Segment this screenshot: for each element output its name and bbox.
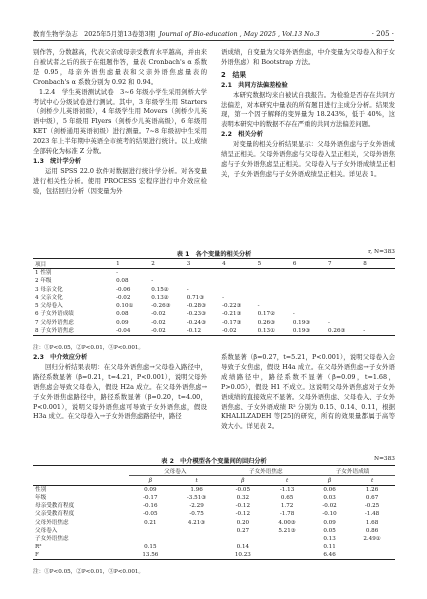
row-label: F	[35, 552, 39, 559]
table-cell	[185, 269, 220, 278]
table2-row	[33, 519, 395, 527]
table-cell: -0.05	[235, 487, 251, 493]
row-label: 母亲受教育程度	[35, 503, 75, 510]
table-cell	[361, 310, 395, 318]
table-cell: -0.05	[143, 511, 158, 518]
table-cell: 0.05	[323, 527, 336, 534]
table-cell: -2.29	[189, 503, 204, 510]
table-cell	[326, 269, 361, 278]
table1-header: 4	[222, 260, 226, 267]
table-cell: -0.23③	[186, 311, 207, 318]
table-cell: 1.72	[280, 503, 294, 510]
table-cell: 0.11	[323, 544, 336, 551]
table2-group-header: 子女外语成绩	[310, 466, 395, 476]
row-label: 1 性别	[35, 270, 52, 276]
table2-group-row	[33, 466, 395, 476]
table-cell: 0.09	[323, 519, 336, 526]
table-cell: -	[222, 294, 225, 301]
table-cell: -0.06	[116, 286, 131, 293]
table-cell: 0.26③	[257, 319, 276, 326]
right-column-lower	[221, 353, 395, 432]
header-rule	[33, 40, 394, 41]
table1-title: 表 1 各个变量的相关分析	[176, 251, 252, 258]
table-cell: 0.15	[144, 544, 157, 551]
table-cell: 0.15②	[151, 286, 169, 293]
table-cell	[256, 294, 291, 302]
table-cell: 10.23	[234, 552, 251, 559]
table-cell	[326, 277, 361, 285]
table2-row	[33, 551, 395, 560]
table1-row	[33, 302, 395, 310]
table-cell: -0.24③	[186, 319, 207, 326]
table-cell	[256, 277, 291, 285]
table-cell	[291, 286, 326, 294]
table1-header: 3	[186, 260, 191, 267]
table2-group-header: 子女外语焦虑	[222, 466, 310, 476]
table-cell	[361, 319, 395, 327]
table-cell	[361, 286, 395, 294]
table-cell	[129, 535, 172, 543]
table1-header: 1	[116, 260, 120, 267]
table-cell: 4.00③	[278, 519, 296, 526]
table-cell: 0.08	[116, 278, 129, 285]
table-cell	[361, 269, 395, 278]
table2-row	[33, 510, 395, 518]
table-cell: 0.13①	[257, 328, 276, 335]
table-cell: -0.02	[151, 311, 166, 318]
table-cell: -0.02	[151, 319, 166, 326]
row-label: 父母卷入	[35, 527, 58, 534]
table-cell	[291, 269, 326, 278]
table-cell	[361, 302, 395, 310]
table-cell	[361, 277, 395, 285]
table-cell	[256, 286, 291, 294]
table1-row	[33, 294, 395, 302]
row-label: 子女外语焦虑	[35, 535, 69, 542]
table-cell: 0.71③	[186, 294, 205, 301]
table2-note: 注：①P<0.05，②P<0.01，③P<0.001。	[33, 569, 145, 575]
table-cell: -0.02	[222, 328, 237, 335]
table-cell: 1.68	[365, 519, 379, 526]
table2-row	[33, 543, 395, 551]
table-cell: 0.32	[236, 495, 250, 502]
table-cell	[326, 302, 361, 310]
table-cell: 0.19③	[292, 319, 311, 326]
table-cell: 0.21	[144, 519, 157, 526]
table1-row	[33, 327, 395, 336]
table-cell	[264, 543, 310, 551]
table-cell	[172, 551, 222, 560]
table1-header-row	[33, 259, 395, 269]
row-label: R²	[35, 544, 42, 551]
table-cell: -0.12	[235, 511, 251, 518]
table-cell: -0.17	[143, 495, 158, 502]
row-label: 年级	[35, 495, 47, 502]
table-cell	[149, 269, 184, 278]
table-cell	[185, 277, 220, 285]
table-cell: -0.21③	[222, 311, 242, 318]
table-cell: 0.86	[365, 527, 379, 534]
table-cell: -0.12	[186, 328, 202, 335]
table-cell: 13.56	[142, 552, 159, 559]
table-cell: 0.09	[116, 319, 129, 326]
table1-header: 7	[328, 260, 332, 267]
row-label: 性别	[35, 487, 47, 493]
page-number: · 205 ·	[371, 30, 394, 38]
table-cell	[220, 286, 255, 294]
section-heading: 2 结果	[221, 70, 247, 79]
table-cell: -0.75	[189, 511, 204, 518]
table-cell: -0.02	[151, 328, 166, 335]
table-cell: -0.02	[322, 503, 337, 510]
table1-note: 注：①P<0.05，②P<0.01，③P<0.001。	[33, 345, 145, 351]
table-cell	[172, 527, 222, 535]
table-cell: -0.10	[322, 511, 337, 518]
table-cell	[361, 294, 395, 302]
table1-header: 6	[292, 260, 297, 267]
table-cell: 0.19③	[292, 328, 311, 335]
table-cell: -1.78	[279, 511, 295, 518]
table1-row	[33, 310, 395, 318]
row-label: 4 父亲文化	[35, 294, 63, 301]
body-paragraph: 语成绩，自变量为父母外语焦虑，中介变量为父母卷入和子女外语焦虑）和 Bootstrap 方法。	[221, 48, 395, 66]
table-cell: 0.67	[365, 495, 379, 502]
table1-row	[33, 269, 395, 278]
row-label: 父母外语焦虑	[35, 519, 69, 526]
table-cell	[264, 535, 310, 543]
table-cell	[326, 286, 361, 294]
body-paragraph: 运用 SPSS 22.0 软件对数据进行统计学分析。对各变量进行相关性分析。使用 PROCESS 宏程序进行中介效应检验，包括回归分析（因变量为外	[33, 166, 207, 195]
table-cell	[349, 543, 395, 551]
table-cell	[256, 269, 291, 278]
table-cell	[291, 302, 326, 310]
body-paragraph: 回归分析结果表明：在父母外语焦虑→父母卷入路径中，路径系数显著（β=0.21，t=4.21，P<0.001），说明父母外语焦虑会导致父母卷入，假设 H2a 成立。在父母外语焦虑→子女外语焦虑路径中，路径系数显著（β=0.20，t=4.00，P<0.001），说明父母外语焦虑可导致子女外语焦虑，假设 H3a 成立。在父母卷入→子女外语焦虑路径中，路径	[33, 362, 207, 421]
table-cell: -	[328, 319, 330, 326]
table2-row	[33, 486, 395, 495]
table-cell: -	[116, 270, 118, 276]
body-paragraph: 本研究数据均来自被试自我报告。为检验是否存在共同方法偏差，对本研究中量表的所有题目进行主成分分析。结果发现，第一个因子解释的变异量为 18.243%，低于 40%，这表明本研究中的数据不存在严重的共同方法偏差问题。	[221, 90, 395, 129]
table2-sub-header: t	[285, 477, 289, 484]
table2-sub-header: β	[327, 477, 332, 484]
table2	[33, 465, 395, 560]
section-heading: 2.3 中介效应分析	[33, 354, 88, 361]
table-cell	[264, 551, 310, 560]
table2-n: N=383	[374, 456, 395, 462]
table-cell: 0.20	[236, 519, 250, 526]
section-heading: 2.1 共同方法偏差检验	[221, 81, 288, 89]
table-cell: 0.26③	[328, 328, 346, 335]
table-cell	[326, 310, 361, 318]
table-cell: -0.17③	[222, 319, 242, 326]
journal-header	[33, 30, 320, 38]
table-cell: -0.26③	[151, 303, 171, 310]
left-column-lower	[33, 353, 207, 422]
table-cell: -1.48	[364, 511, 380, 518]
row-label: 5 父母卷入	[35, 303, 63, 310]
table-cell: -	[151, 278, 154, 285]
body-paragraph: 1.2.4 学生英语测试试卷 3~6 年级小学生采用剑桥大学考试中心分级试卷进行测试。其中，3 年级学生用 Starters（剑桥少儿英语初级），4 年级学生用 Movers（剑桥少儿英语中级），5 年级用 Flyers（剑桥少儿英语高级），6 年级用 KET（剑桥通用英语初级）进行测量。7~8 年级初中生采用 2023 年上半年期中英语全市统考的结果进行统计。以上成绩全部转化为标准 Z 分数。	[33, 87, 207, 156]
table2-row	[33, 494, 395, 502]
section-heading: 1.3 统计学分析	[33, 157, 82, 165]
table-cell: 0.08	[116, 311, 129, 318]
table1-header: 8	[363, 260, 367, 267]
table2-sub-header: t	[370, 477, 374, 484]
table1-row	[33, 277, 395, 285]
table-cell	[291, 277, 326, 285]
row-label: 8 子女外语焦虑	[35, 328, 74, 335]
table1	[33, 258, 395, 336]
table-cell: -0.28③	[186, 303, 207, 310]
table-cell	[222, 535, 265, 543]
table-cell: 1.96	[190, 487, 203, 493]
table-cell: 0.03	[323, 495, 336, 502]
table1-caption	[33, 249, 395, 258]
table-cell: -0.02	[116, 294, 131, 301]
table-cell: 1.26	[365, 487, 379, 493]
table2-row	[33, 527, 395, 535]
table-cell: 0.17②	[257, 311, 276, 318]
table2-title: 表 2 中介模型各个变量间的回归分析	[161, 458, 267, 465]
table-cell: 0.09	[144, 487, 157, 493]
table-cell: -0.16	[143, 503, 158, 510]
body-paragraph: 别作答，分数越高，代表父亲或母亲受教育水平越高，并由来自被试者之后的孩子在组题作答，量表 Cronbach's α 系数是 0.95，母亲外语焦虑量表和父亲外语焦虑量表的 Cronbach's α 系数分别为 0.92 和 0.94。	[33, 48, 207, 86]
table-cell	[172, 543, 222, 551]
table-cell	[326, 294, 361, 302]
table-cell	[220, 277, 255, 285]
journal-name-en: Journal of Bio-education , May 2025 , Vol.13 No.3	[159, 30, 320, 38]
table-cell: 0.06	[323, 487, 336, 493]
left-column	[33, 48, 207, 197]
table-cell: 0.13	[323, 535, 336, 542]
row-label: 2 年级	[35, 278, 52, 285]
table2-sub-row	[33, 476, 395, 486]
table-cell: -0.04	[116, 328, 131, 335]
table1-row	[33, 286, 395, 294]
table-cell: -0.25	[364, 503, 380, 510]
table-cell: -	[292, 311, 295, 318]
table-cell: 0.14	[236, 544, 250, 551]
table-cell: -	[186, 286, 189, 293]
table-cell: 0.13②	[151, 294, 169, 301]
row-label: 父亲受教育程度	[35, 511, 75, 518]
table-cell: 2.49①	[363, 535, 381, 542]
table-cell	[172, 535, 222, 543]
right-column	[221, 48, 395, 180]
table1-header: 项目	[35, 261, 47, 268]
table-cell: 0.27	[236, 527, 250, 534]
table2-group-header: 父母卷入	[129, 466, 222, 476]
table-cell	[349, 551, 395, 560]
table-cell	[291, 294, 326, 302]
table-cell: -	[363, 328, 366, 335]
table2-sub-header: β	[148, 477, 152, 484]
table1-n: r, N=383	[368, 249, 395, 255]
table2-row	[33, 535, 395, 543]
table-cell: 0.10①	[116, 303, 134, 310]
table-cell: 5.21③	[278, 527, 296, 534]
body-paragraph: 系数显著（β=0.27，t=5.21，P<0.001），说明父母卷入会导致子女焦虑，假设 H4a 成立。在父母外语焦虑→子女外语成绩路径中，路径系数不显著（β=0.09，t=1.68，P>0.05），假设 H1 不成立。这说明父母外语焦虑对子女外语成绩的直接效应不显著。父母外语焦虑、父母卷入、子女外语焦虑、子女外语成绩 R² 分别为 0.15、0.14、0.11，根据 KHALILZADEH 等[25]的研究，所有的效果量都属于高等效大小。详见表 2。	[221, 353, 395, 431]
section-heading: 2.2 相关分析	[221, 131, 263, 139]
table-cell: -0.22③	[222, 303, 242, 310]
table-cell: -	[257, 303, 260, 310]
body-paragraph: 对变量的相关分析结果显示：父母外语焦虑与子女外语成绩呈正相关。父母外语焦虑与父母卷入呈正相关，父母外语焦虑与子女外语焦虑呈正相关。父母卷入与子女外语成绩呈正相关，子女外语焦虑与子女外语成绩呈正相关。详见表 1。	[221, 140, 395, 178]
table2-row	[33, 502, 395, 510]
row-label: 3 母亲文化	[35, 286, 63, 293]
table1-header: 2	[151, 260, 155, 267]
row-label: 7 父母外语焦虑	[35, 319, 74, 326]
table-cell	[129, 527, 172, 535]
table2-caption	[33, 456, 395, 465]
table2-sub-header: t	[195, 477, 198, 484]
table-cell: 0.65	[280, 495, 294, 502]
table-cell: -1.13	[279, 487, 295, 493]
table2-corner	[33, 466, 129, 476]
table-cell: 4.21③	[187, 519, 206, 526]
table2-sub-header: β	[241, 477, 245, 484]
table1-header: 5	[257, 260, 262, 267]
table-cell	[220, 269, 255, 278]
table-cell: 6.46	[323, 552, 336, 559]
table-cell: -3.51③	[186, 495, 207, 502]
journal-name-cn: 教育生物学杂志 2025年5月第13卷第3期	[33, 30, 155, 38]
table-cell: -0.12	[235, 503, 251, 510]
row-label: 6 子女外语成绩	[35, 311, 74, 318]
table1-row	[33, 319, 395, 327]
